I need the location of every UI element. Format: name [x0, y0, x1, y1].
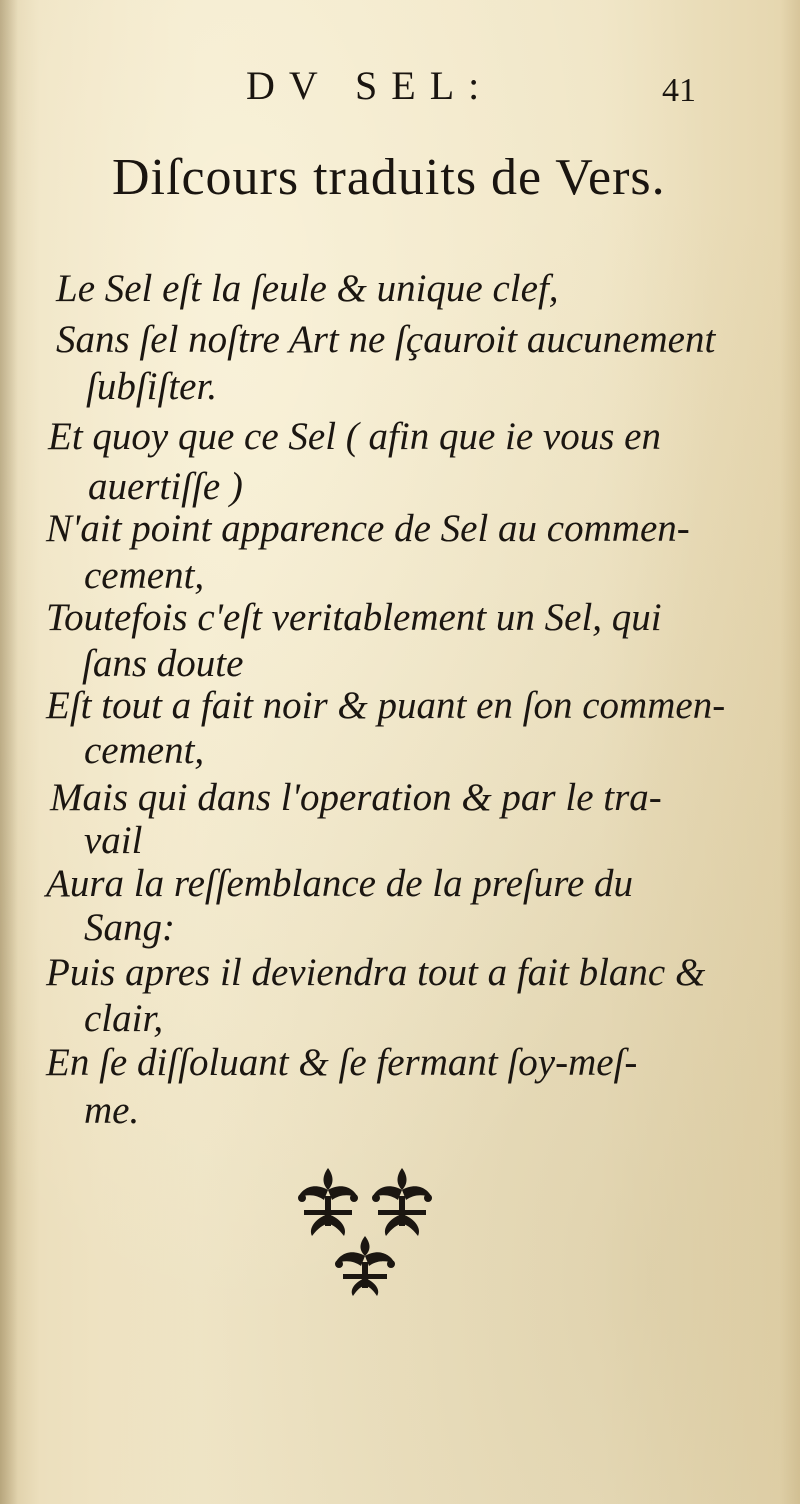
verse-line: auertiſſe ) — [88, 465, 243, 508]
verse-line: Sans ſel noſtre Art ne ſçauroit aucunement — [56, 318, 716, 361]
verse-line: vail — [84, 819, 143, 862]
verse-line: ſubſiſter. — [86, 365, 218, 408]
verse-line: Puis apres il deviendra tout a fait blanc & — [46, 951, 706, 994]
verse-line: Mais qui dans l'operation & par le tra- — [50, 776, 662, 819]
verse-line: Le Sel eſt la ſeule & unique clef, — [56, 267, 559, 310]
verse-line: cement, — [84, 729, 205, 772]
verse-line: En ſe diſſoluant & ſe fermant ſoy-meſ- — [46, 1041, 638, 1084]
verse-line: Et quoy que ce Sel ( afin que ie vous en — [48, 415, 661, 458]
verse-line: Toutefois c'eſt veritablement un Sel, qui — [46, 596, 662, 639]
page-number: 41 — [662, 72, 696, 109]
running-head: DV SEL: — [246, 63, 494, 108]
verse-line: Aura la reſſemblance de la preſure du — [46, 862, 634, 905]
fleuron-ornament-icon — [290, 1160, 440, 1300]
verse-line: Sang: — [84, 906, 175, 949]
verse-line: me. — [84, 1089, 140, 1132]
verse-line: N'ait point apparence de Sel au commen- — [46, 507, 690, 550]
section-heading: Diſcours traduits de Vers. — [112, 149, 666, 206]
verse-line: cement, — [84, 554, 205, 597]
verse-line: Eſt tout a fait noir & puant en ſon commen- — [46, 684, 726, 727]
verse-line: ſans doute — [82, 642, 244, 685]
verse-line: clair, — [84, 997, 164, 1040]
